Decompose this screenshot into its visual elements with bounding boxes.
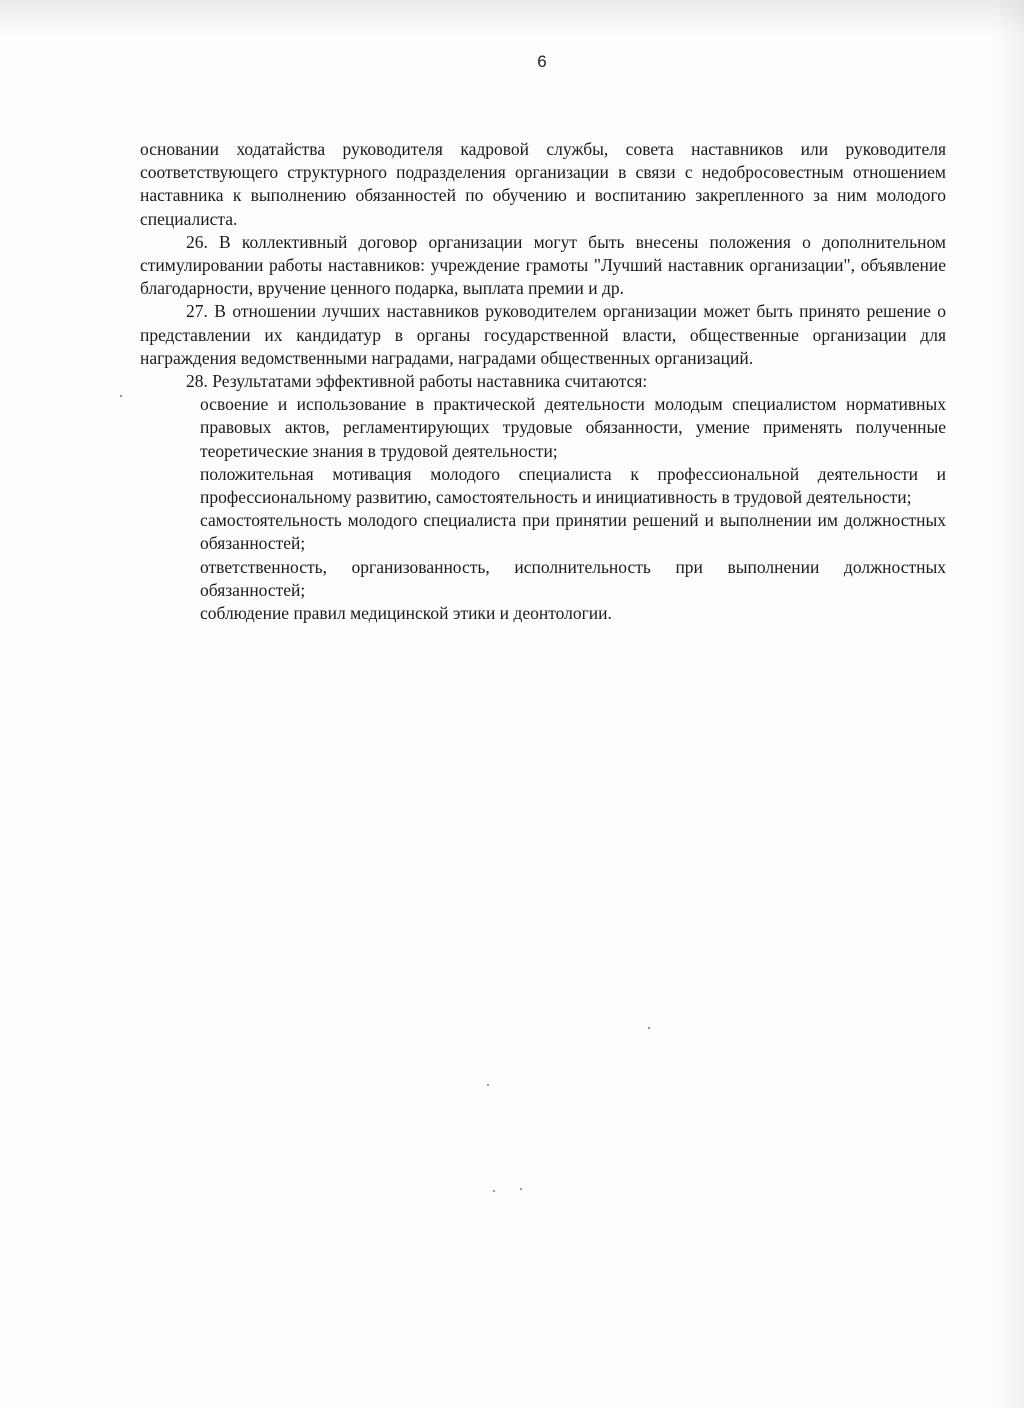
scan-speck [520,1188,522,1190]
scan-speck [648,1027,650,1029]
list-item: освоение и использование в практической деятельности молодым специалистом нормативных правовых актов, регламентирующих трудовые обязанности, умение применять полученные теоретические знания в трудовой деятельности; [200,394,946,461]
scan-shadow-right [994,0,1024,1408]
list-item: самостоятельность молодого специалиста при принятии решений и выполнении им должностных обязанностей; [200,510,946,554]
paragraph-27: 27. В отношении лучших наставников руководителем организации может быть принято решение о представлении их кандидатур в органы государственной власти, общественные организации для награждения ведомственными наградами, наградами общественных организаций. [140,301,946,368]
paragraph-28: 28. Результатами эффективной работы наставника считаются: [186,371,648,392]
scan-speck [493,1190,495,1192]
list-item: соблюдение правил медицинской этики и деонтологии. [200,603,612,624]
page-number: 6 [537,52,547,71]
scan-speck [120,395,122,397]
paragraph-continuation: основании ходатайства руководителя кадровой службы, совета наставников или руководителя соответствующего структурного подразделения организации в связи с недобросовестным отношением наставника к выполнению обязанностей по обучению и воспитанию закрепленного за ним молодого специалиста. [140,139,946,229]
scan-speck [487,1084,489,1086]
list-item: положительная мотивация молодого специалиста к профессиональной деятельности и профессиональному развитию, самостоятельность и инициативность в трудовой деятельности; [200,463,946,508]
paragraph-26: 26. В коллективный договор организации могут быть внесены положения о дополнительном стимулировании работы наставников: учреждение грамоты "Лучший наставник организации", объявление благодарности, вручение ценного подарка, выплата премии и др. [140,231,946,299]
results-list [140,393,946,625]
list-item: ответственность, организованность, исполнительность при выполнении должностных обязанностей; [200,556,946,600]
scan-shadow-top [0,0,1024,36]
document-body [140,138,946,625]
